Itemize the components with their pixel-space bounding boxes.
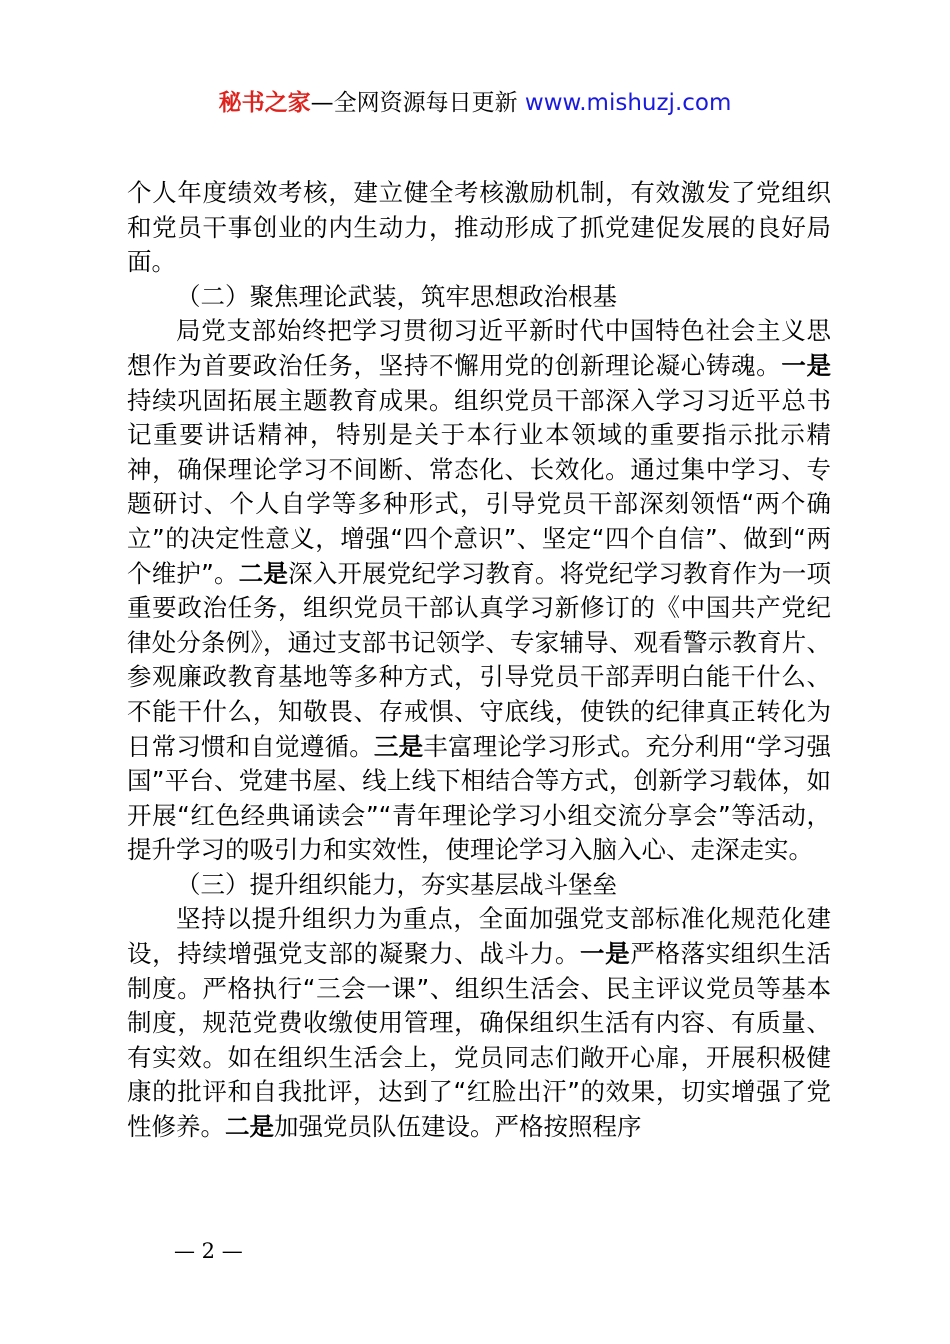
keyword-first: 一是 bbox=[781, 350, 832, 380]
paragraph-intro-text: 坚持以提升组织力为重点，全面加强党支部标准化规范化建设，持续增强党支部的凝聚力、战斗力。 bbox=[127, 904, 831, 969]
paragraph-text: 严格落实组织生活制度。严格执行“三会一课”、组织生活会、民主评议党员等基本制度，规范党费收缴使用管理，确保组织生活有内容、有质量、有实效。如在组织生活会上，党员同志们敞开心扉，开展积极健康的批评和自我批评，达到了“红脸出汗”的效果，切实增强了党性修养。 bbox=[127, 939, 832, 1142]
paragraph-text: 丰富理论学习形式。充分利用“学习强国”平台、党建书屋、线上线下相结合等方式，创新学习载体，如开展“红色经典诵读会”“青年理论学习小组交流分享会”等活动，提升学习的吸引力和实效性，使理论学习入脑入心、走深走实。 bbox=[127, 731, 831, 865]
paragraph-text: 持续巩固拓展主题教育成果。组织党员干部深入学习习近平总书记重要讲话精神，特别是关于本行业本领域的重要指示批示精神，确保理论学习不间断、常态化、长效化。通过集中学习、专题研讨、个人自学等多种形式，引导党员干部深刻领悟“两个确立”的决定性意义，增强“四个意识”、坚定“四个自信”、做到“两个维护”。 bbox=[127, 385, 831, 588]
paragraph-intro-text: 局党支部始终把学习贯彻习近平新时代中国特色社会主义思想作为首要政治任务，坚持不懈用党的创新理论凝心铸魂。 bbox=[127, 316, 831, 380]
paragraph-continued: 个人年度绩效考核，建立健全考核激励机制，有效激发了党组织和党员干事创业的内生动力，推动形成了抓党建促发展的良好局面。 bbox=[127, 178, 831, 277]
section-heading-3: （三）提升组织能力，夯实基层战斗堡垒 bbox=[176, 869, 617, 899]
section-heading-2: （二）聚焦理论武装，筑牢思想政治根基 bbox=[176, 281, 617, 311]
keyword-first: 一是 bbox=[580, 939, 631, 969]
paragraph-organization bbox=[127, 902, 831, 1144]
paragraph-text: 深入开展党纪学习教育。将党纪学习教育作为一项重要政治任务，组织党员干部认真学习新修订的《中国共产党纪律处分条例》，通过支部书记领学、专家辅导、观看警示教育片、参观廉政教育基地等多种方式，引导党员干部弄明白能干什么、不能干什么，知敬畏、存戒惧、守底线，使铁的纪律真正转化为日常习惯和自觉遵循。 bbox=[127, 558, 832, 761]
page-number: — 2 — bbox=[174, 1239, 243, 1263]
site-tagline: —全网资源每日更新 bbox=[310, 90, 525, 116]
site-brand: 秘书之家 bbox=[218, 90, 311, 116]
paragraph-text: 加强党员队伍建设。严格按照程序 bbox=[274, 1112, 642, 1142]
site-header bbox=[0, 86, 950, 120]
site-url-link[interactable]: www.mishuzj.com bbox=[524, 90, 732, 116]
keyword-second: 二是 bbox=[225, 1112, 274, 1142]
keyword-third: 三是 bbox=[373, 731, 424, 761]
keyword-second: 二是 bbox=[238, 558, 289, 588]
document-body bbox=[127, 176, 831, 1145]
paragraph-theory-study bbox=[127, 314, 831, 868]
